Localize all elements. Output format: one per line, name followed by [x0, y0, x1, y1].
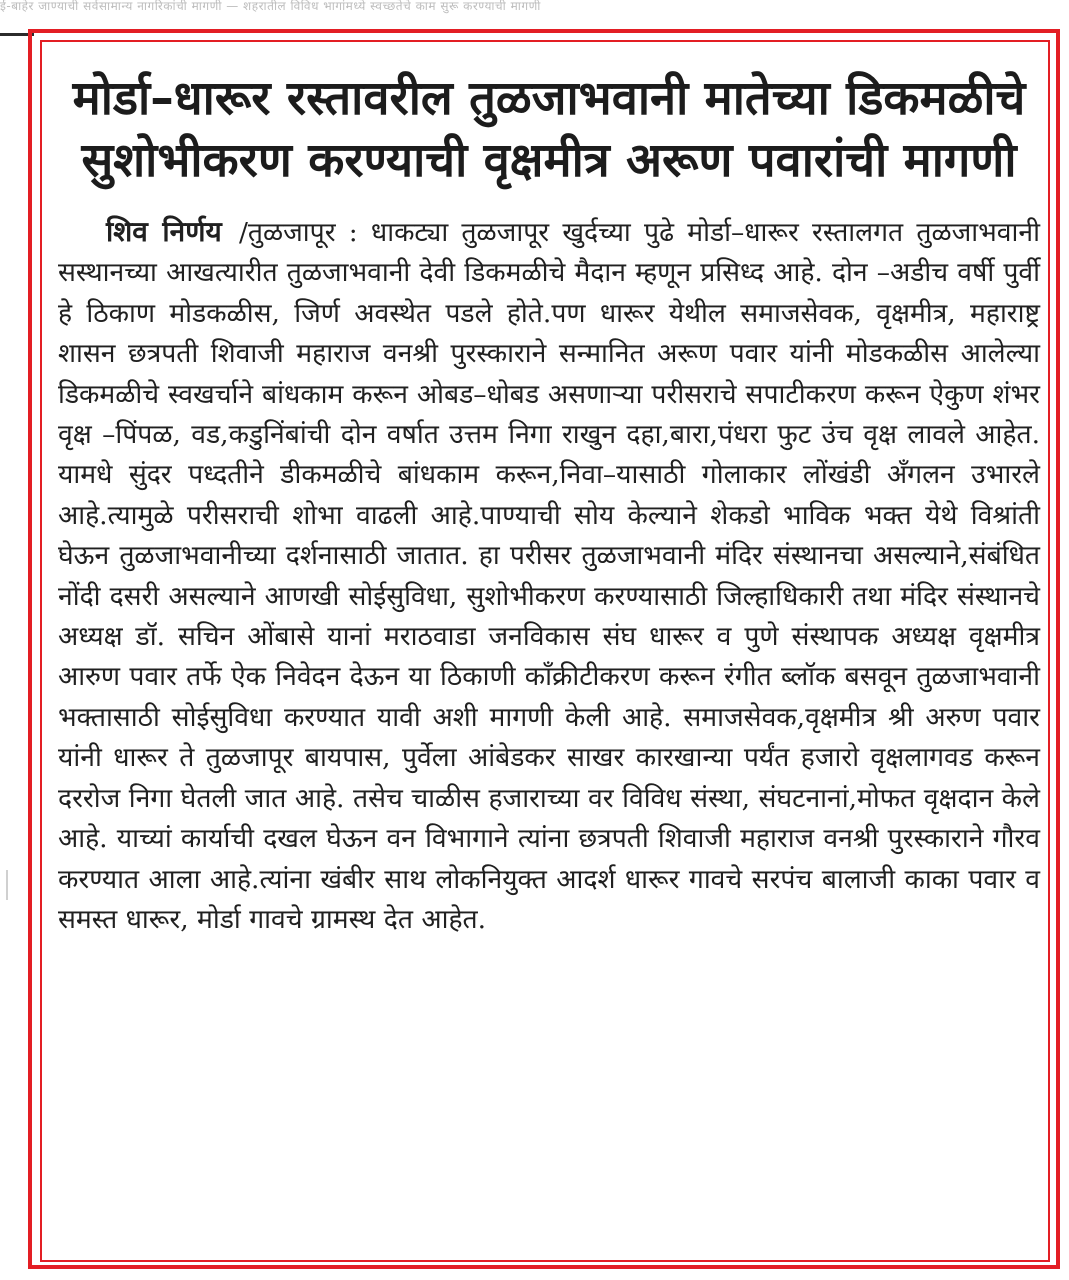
article-body-text: धाकट्या तुळजापूर खुर्दच्या पुढे मोर्डा–धारूर रस्तालगत तुळजाभवानी सस्थानच्या आखत्यारीत तुळजाभवानी देवी डिकमळीचे मैदान म्हणून प्रसिध्द आहे. दोन –अडीच वर्षी पुर्वी हे ठिकाण मोडकळीस, जिर्ण अवस्थेत पडले होते.पण धारूर येथील समाजसेवक, वृक्षमीत्र, महाराष्ट्र शासन छत्रपती शिवाजी महाराज वनश्री पुरस्काराने सन्मानित अरूण पवार यांनी मोडकळीस आलेल्या डिकमळीचे स्वखर्चाने बांधकाम करून ओबड–धोबड असणाऱ्या परीसराचे सपाटीकरण करून ऐकुण शंभर वृक्ष –पिंपळ, वड,कडुनिंबांची दोन वर्षात उत्तम निगा राखुन दहा,बारा,पंधरा फुट उंच वृक्ष लावले आहेत. यामधे सुंदर पध्दतीने डीकमळीचे बांधकाम करून,निवा–यासाठी गोलाकार लोंखंडी अँगलन उभारले आहे.त्यामुळे परीसराची शोभा वाढली आहे.पाण्याची सोय केल्याने शेकडो भाविक भक्त येथे विश्रांती घेऊन तुळजाभवानीच्या दर्शनासाठी जातात. हा परीसर तुळजाभवानी मंदिर संस्थानचा असल्याने,संबंधित नोंदी दसरी असल्याने आणखी सोईसुविधा, सुशोभीकरण करण्यासाठी जिल्हाधिकारी तथा मंदिर संस्थानचे अध्यक्ष डॉ. सचिन ओंबासे यानां मराठवाडा जनविकास संघ धारूर व पुणे संस्थापक अध्यक्ष वृक्षमीत्र आरुण पवार तर्फे ऐक निवेदन देऊन या ठिकाणी काँक्रीटीकरण करून रंगीत ब्लॉक बसवून तुळजाभवानी भक्तासाठी सोईसुविधा करण्यात यावी अशी मागणी केली आहे. समाजसेवक,वृक्षमीत्र श्री अरुण पवार यांनी धारूर ते तुळजापूर बायपास, पुर्वेला आंबेडकर साखर कारखान्या पर्यंत हजारो वृक्षलागवड करून दररोज निगा घेतली जात आहे. तसेच चाळीस हजाराच्या वर विविध संस्था, संघटनानां,मोफत वृक्षदान केले आहे. याच्यां कार्याची दखल घेऊन वन विभागाने त्यांना छत्रपती शिवाजी महाराज वनश्री पुरस्काराने गौरव करण्यात आला आहे.त्यांना खंबीर साथ लोकनियुक्त आदर्श धारूर गावचे सरपंच बालाजी काका पवार व समस्त धारूर, मोर्डा गावचे ग्रामस्थ देत आहेत. [58, 217, 1040, 935]
clipped-previous-article-text: ई-बाहेर जाण्याची सर्वसामान्य नागरिकांची मागणी — शहरातील विविध भागांमध्ये स्वच्छतेचे काम सुरू करण्याची मागणी [0, 0, 541, 13]
article-box [40, 40, 1050, 1262]
dateline-place: /तुळजापूर : [238, 217, 358, 248]
headline-line-1: मोर्डा–धारूर रस्तावरील तुळजाभवानी मातेच्या डिकमळीचे [72, 71, 1026, 126]
margin-mark [0, 870, 8, 900]
article-headline [58, 68, 1040, 192]
headline-line-2: सुशोभीकरण करण्याची वृक्षमीत्र अरूण पवारांची मागणी [81, 133, 1017, 188]
article-body [58, 212, 1040, 940]
byline: शिव निर्णय [106, 215, 222, 248]
